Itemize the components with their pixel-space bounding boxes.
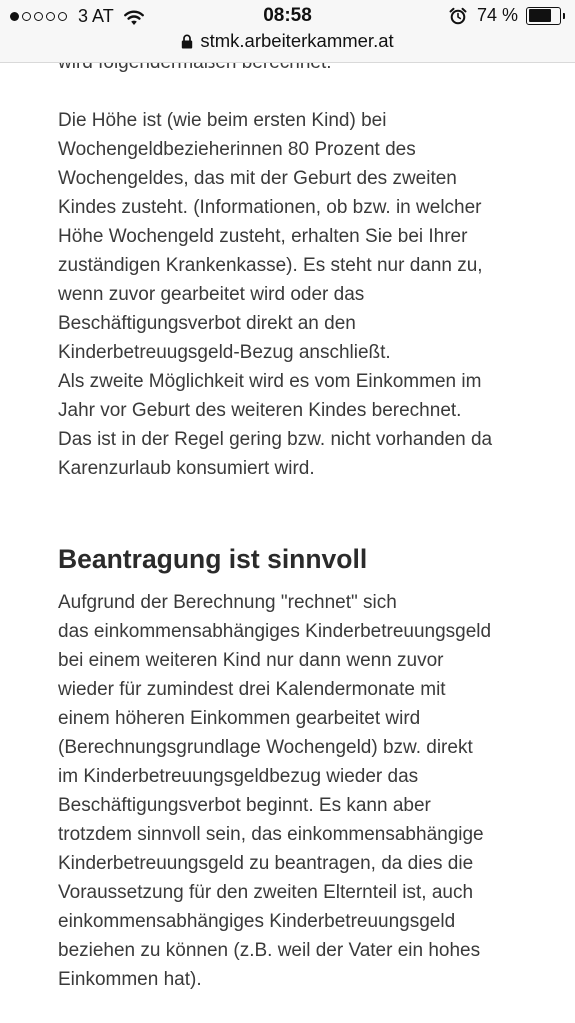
status-and-url-bar bbox=[0, 0, 575, 63]
paragraph-line: Beschäftigungsverbot beginnt. Es kann aber bbox=[58, 795, 431, 816]
paragraph-line: Voraussetzung für den zweiten Elternteil ist, auch bbox=[58, 882, 474, 903]
paragraph-line: Einkommen hat). bbox=[58, 969, 202, 990]
carrier-name: 3 AT bbox=[78, 6, 114, 26]
paragraph-line: wenn zuvor gearbeitet wird oder das bbox=[58, 284, 365, 305]
paragraph-line: Aufgrund der Berechnung "rechnet" sich bbox=[58, 592, 397, 613]
article-paragraph-1 bbox=[58, 106, 492, 483]
paragraph-line: wieder für zumindest drei Kalendermonate mit bbox=[58, 679, 446, 700]
paragraph-line: zuständigen Krankenkasse). Es steht nur dann zu, bbox=[58, 255, 483, 276]
paragraph-line: bei einem weiteren Kind nur dann wenn zuvor bbox=[58, 650, 444, 671]
paragraph-line: Als zweite Möglichkeit wird es vom Einkommen im bbox=[58, 371, 482, 392]
status-right bbox=[449, 5, 565, 26]
paragraph-line: Beschäftigungsverbot direkt an den bbox=[58, 313, 356, 334]
paragraph-line: einkommensabhängiges Kinderbetreuungsgeld bbox=[58, 911, 456, 932]
paragraph-line: beziehen zu können (z.B. weil der Vater ein hohes bbox=[58, 940, 481, 961]
paragraph-line: Kindes zusteht. (Informationen, ob bzw. in welcher bbox=[58, 197, 482, 218]
paragraph-line: Jahr vor Geburt des weiteren Kindes berechnet. bbox=[58, 400, 462, 421]
url-text[interactable]: stmk.arbeiterkammer.at bbox=[200, 30, 394, 51]
paragraph-line: Wochengeldes, das mit der Geburt des zweiten bbox=[58, 168, 457, 189]
status-time: 08:58 bbox=[263, 5, 312, 26]
lock-icon bbox=[181, 34, 193, 49]
section-heading: Beantragung ist sinnvoll bbox=[58, 544, 368, 574]
battery-percent: 74 % bbox=[476, 5, 518, 25]
paragraph-line: einem höheren Einkommen gearbeitet wird bbox=[58, 708, 421, 729]
paragraph-line: Die Höhe ist (wie beim ersten Kind) bei bbox=[58, 110, 387, 131]
paragraph-line: Wochengeldbezieherinnen 80 Prozent des bbox=[58, 139, 416, 160]
paragraph-line: Das ist in der Regel gering bzw. nicht vorhanden da bbox=[58, 429, 493, 450]
battery-level-fill bbox=[529, 9, 551, 22]
url-bar[interactable] bbox=[0, 30, 575, 52]
article-paragraph-2 bbox=[58, 588, 491, 994]
paragraph-line: Karenzurlaub konsumiert wird. bbox=[58, 458, 315, 479]
paragraph-line: (Berechnungsgrundlage Wochengeld) bzw. direkt bbox=[58, 737, 473, 758]
paragraph-line: Kinderbetreuungsgeld zu beantragen, da dies die bbox=[58, 853, 474, 874]
paragraph-line: das einkommensabhängiges Kinderbetreuungsgeld bbox=[58, 621, 492, 642]
battery-icon bbox=[526, 7, 565, 25]
alarm-clock-icon bbox=[449, 7, 467, 25]
paragraph-line: Höhe Wochengeld zusteht, erhalten Sie bei Ihrer bbox=[58, 226, 468, 247]
paragraph-line: Kinderbetreuugsgeld-Bezug anschließt. bbox=[58, 342, 391, 363]
paragraph-line: trotzdem sinnvoll sein, das einkommensabhängige bbox=[58, 824, 484, 845]
paragraph-line: im Kinderbetreuungsgeldbezug wieder das bbox=[58, 766, 419, 787]
